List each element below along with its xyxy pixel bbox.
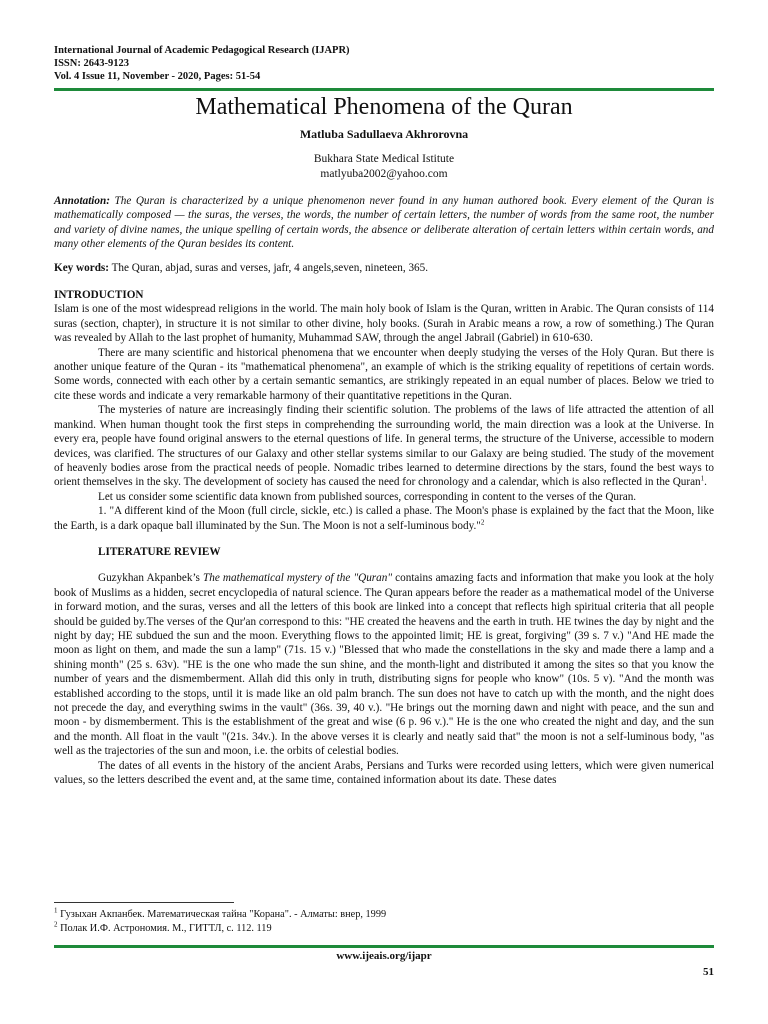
- literature-paragraph-1: [54, 571, 714, 758]
- author-institution: Bukhara State Medical Istitute: [313, 153, 455, 165]
- literature-author: Guzykhan Akpanbek’s: [98, 572, 204, 585]
- abstract: [54, 194, 714, 252]
- intro-paragraph-5-text: 1. "A different kind of the Moon (full circle, sickle, etc.) is called a phase. The Moon's phase is explained by the fact that the Moon, like the Earth, is a dark opaque ball illuminated by the Sun. The Moon is not a self-luminous body.": [54, 505, 714, 532]
- footnotes: [54, 908, 714, 936]
- footnote-ref-2[interactable]: 2: [480, 517, 485, 526]
- abstract-text: The Quran is characterized by a unique phenomenon never found in any human authored book. Every element of the Quran is mathematically composed — the suras, the verses, the words, the number of certain letters, the number of words from the same root, the number and variety of divine names, the unique spelling of certain words, the absence or deliberate alteration of certain letters within certain words, and many other elements of the Quran besides its content.: [54, 195, 714, 251]
- journal-volume: Vol. 4 Issue 11, November - 2020, Pages: 51-54: [54, 71, 261, 82]
- footnote-1: [54, 908, 714, 922]
- paper-title: Mathematical Phenomena of the Quran: [195, 94, 573, 120]
- header-rule: [54, 88, 714, 91]
- footnote-text: Гузыхан Акпанбек. Математическая тайна "Корана". - Алматы: внер, 1999: [57, 909, 387, 920]
- journal-issn: ISSN: 2643-9123: [54, 58, 129, 69]
- paper-author: Matluba Sadullaeva Akhrorovna: [299, 127, 469, 141]
- intro-paragraph-4: Let us consider some scientific data known from published sources, corresponding in content to the verses of the Quran.: [98, 490, 637, 503]
- intro-paragraph-5: [54, 504, 714, 533]
- journal-url[interactable]: www.ijeais.org/ijapr: [336, 950, 432, 962]
- footnote-number: 2: [54, 920, 58, 929]
- footnote-separator: [54, 902, 234, 903]
- intro-paragraph-3-end: .: [704, 476, 707, 489]
- page-number: 51: [703, 966, 714, 978]
- literature-heading: LITERATURE REVIEW: [98, 545, 221, 558]
- author-email: matlyuba2002@yahoo.com: [320, 167, 448, 180]
- keywords-label: Key words:: [54, 261, 109, 274]
- footnote-number: 1: [54, 906, 58, 915]
- footer-rule: [54, 945, 714, 948]
- paper-body: [54, 194, 714, 787]
- introduction-heading: INTRODUCTION: [54, 289, 144, 302]
- literature-paragraph-1-text: contains amazing facts and information that make you look at the holy book of Muslims as a hidden, secret encyclopedia of natural science. The Quran appears before the reader as a mathematical model of the Universe in forward motion, and the suras, verses and all the letters of this book are linked into a concept that reflects high spiritual criteria that all people should be guided by.The verses of the Qur'an correspond to this: "HE created the heavens and the earth in truth. HE twines the day by night and the night by day; HE subdued the sun and the moon. Everything flows to the appointed limit; HE is great, forgiving" (39 s. 7 v.) "And HE made the moon as light on them, and made the sun a lamp" (71s. 15 v.) "Blessed that who made the constellations in the sky and made there a lamp and a shining month" (25 s. 63v). "HE is the one who made the sun shine, and the month-light and distributed it among the sites so that you know the number of years and the dismemberment. Allah did this only in truth, distributing signs for people who know" (10s. 5 v). "And the month was established according to the stops, until it is made like an old palm branch. The sun does not have to catch up with the month, and the night does not precede the day, and everything swims in the vault" (36s. 39, 40 v.). "He brings out the morning dawn and night with peace, and the sun and moon - by dismemberment. This is the establishment of the great and wise (6 p. 96 v.)." He is the one who created the night and day, and the sun and the month. All float in the vault "(21s. 34v.). In the above verses it is clearly and neatly said that" the moon is not a self-luminous body, "as well as the trajectories of the sun and moon, i.e. the orbits of celestial bodies.: [54, 572, 714, 758]
- author-affiliation: [54, 152, 714, 181]
- intro-paragraph-2: There are many scientific and historical phenomena that we encounter when deeply studying the verses of the Holy Quran. But there is another unique feature of the Quran - its "mathematical phenomena", an example of which is the striking equality of repetitions of certain words. Some words, connected with each other by a certain semantic semantics, are strikingly repeated in an equal number of places. Below we tried to cite these words and indicate a very remarkable harmony of their quantitative repetitions in the Quran.: [54, 346, 714, 402]
- literature-paragraph-2: The dates of all events in the history of the ancient Arabs, Persians and Turks were recorded using letters, which were given numerical values, so the letters described the event and, at the same time, contained information about its date. These dates: [54, 759, 714, 787]
- journal-header: [54, 44, 350, 83]
- footnote-text: Полак И.Ф. Астрономия. М., ГИТТЛ, с. 112. 119: [57, 923, 272, 934]
- keywords-text: The Quran, abjad, suras and verses, jafr, 4 angels,seven, nineteen, 365.: [109, 261, 429, 274]
- intro-paragraph-1: Islam is one of the most widespread religions in the world. The main holy book of Islam is the Quran, written in Arabic. The Quran consists of 114 suras (section, chapter), in structure it is not similar to other divine, holy books. (Surah in Arabic means a row, a row of something.) The Quran was revealed by Allah to the last prophet of humanity, Muhammad SAW, through the angel Jabrail (Gabriel) in 610-630.: [54, 303, 714, 345]
- footnote-2: [54, 922, 714, 936]
- keywords: [54, 261, 714, 275]
- abstract-label: Annotation:: [54, 195, 110, 207]
- literature-work-title: The mathematical mystery of the "Quran": [203, 572, 393, 585]
- intro-paragraph-3: [54, 403, 714, 489]
- intro-paragraph-3-text: The mysteries of nature are increasingly finding their scientific solution. The problems of the laws of life attracted the attention of all mankind. When human thought took the first steps in comprehending the surrounding world, the main direction was a look at the Universe. In every era, people have found original answers to the eternal questions of life. In general terms, the structure of the Universe, accessible to modern devices, was clarified. The structures of our Galaxy and other stellar systems similar to our Galaxy are being studied. The study of the movement of heavenly bodies arose from the practical needs of people. Nomadic tribes learned to determine directions by the stars, found the best ways to orient themselves in the sky. The development of society has caused the need for chronology and a calendar, which is also reflected in the Quran: [54, 404, 714, 489]
- footnote-ref-1[interactable]: 1: [700, 474, 705, 483]
- journal-name: International Journal of Academic Pedagogical Research (IJAPR): [54, 45, 350, 56]
